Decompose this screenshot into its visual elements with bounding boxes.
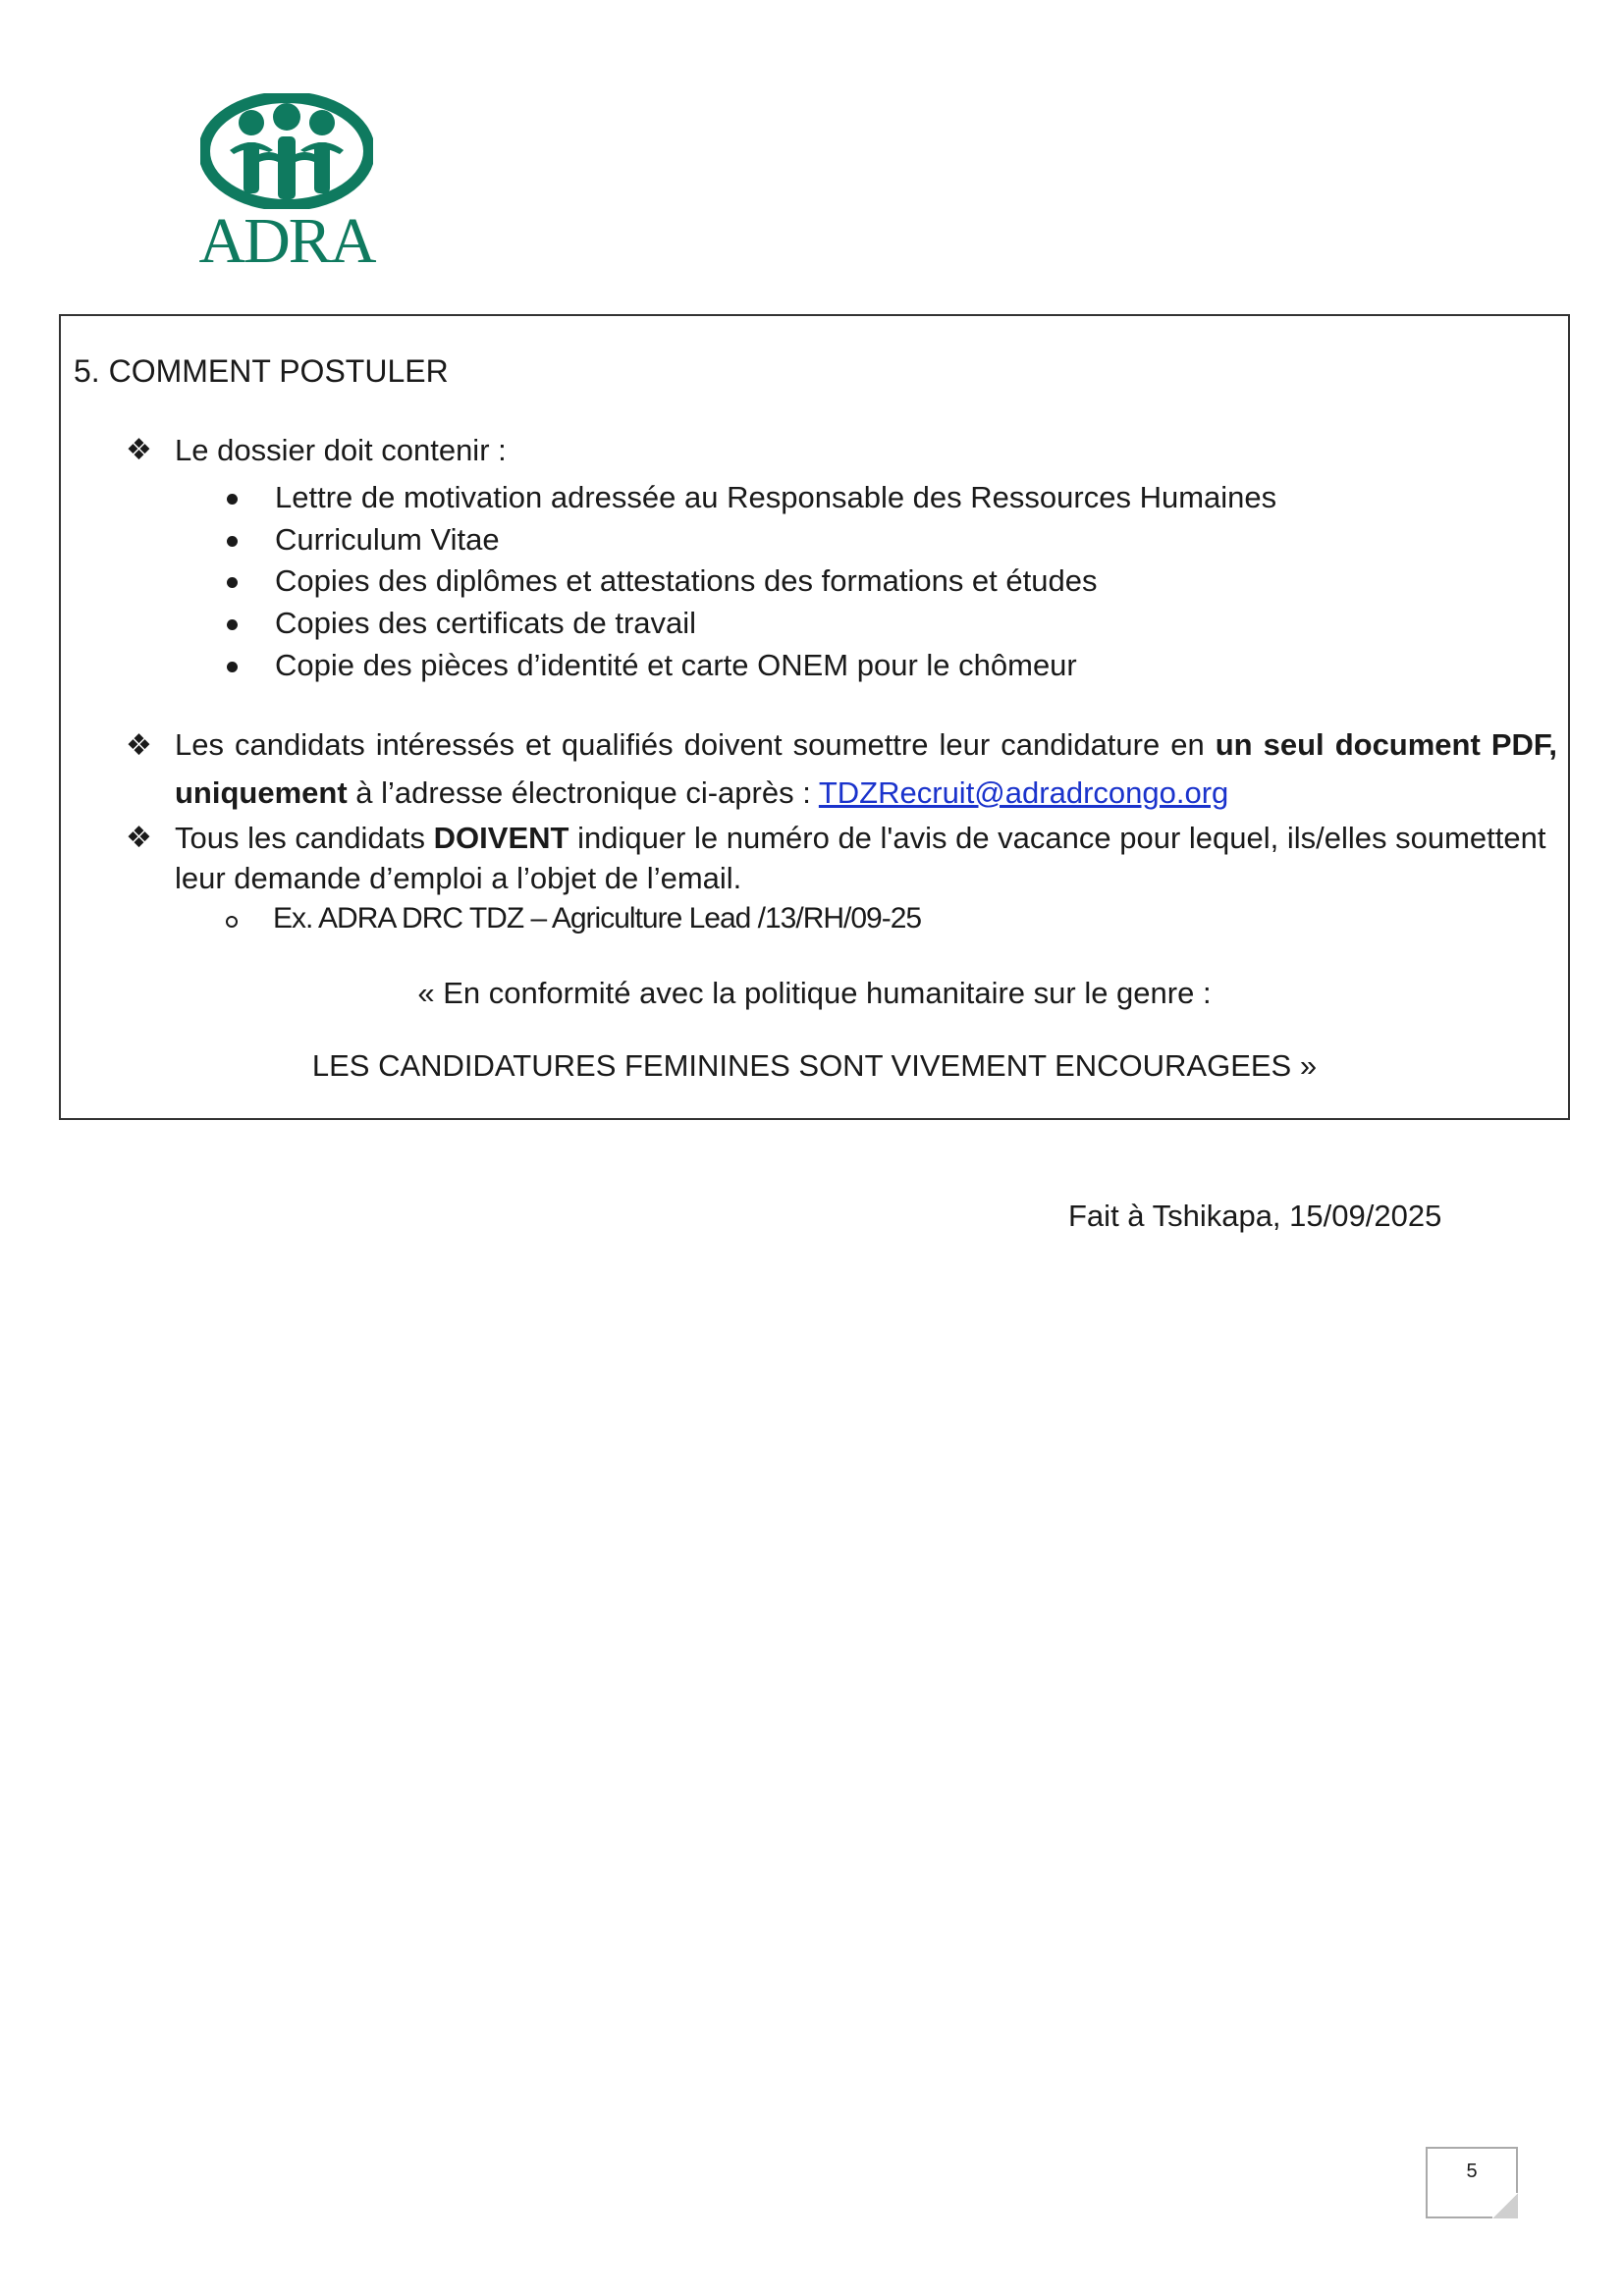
bullet-icon <box>227 619 238 630</box>
page-number: 5 <box>1466 2161 1478 2182</box>
page-fold-icon <box>1492 2193 1518 2218</box>
dossier-intro: Le dossier doit contenir : <box>175 433 507 467</box>
circle-bullet-icon <box>226 916 238 928</box>
candidature-line-2 <box>175 774 1228 811</box>
email-link[interactable]: TDZRecruit@adradrcongo.org <box>818 775 1229 810</box>
section-heading: 5. COMMENT POSTULER <box>74 353 449 389</box>
list-item: Copies des diplômes et attestations des formations et études <box>275 563 1098 598</box>
female-candidates-notice: LES CANDIDATURES FEMININES SONT VIVEMENT ENCOURAGEES » <box>311 1048 1318 1083</box>
reference-example: Ex. ADRA DRC TDZ – Agriculture Lead /13/RH/09-25 <box>273 902 922 934</box>
adra-logo <box>189 93 385 280</box>
bullet-icon <box>227 536 238 547</box>
instruction-text: indiquer le numéro de l'avis de vacance pour lequel, ils/elles soumettent <box>568 821 1546 855</box>
page-number-box <box>1426 2147 1518 2218</box>
diamond-bullet-icon: ❖ <box>126 434 152 466</box>
list-item: Lettre de motivation adressée au Responsable des Ressources Humaines <box>275 480 1277 514</box>
instruction-line-1 <box>175 820 1546 856</box>
list-item: Copie des pièces d’identité et carte ONEM pour le chômeur <box>275 648 1077 682</box>
logo-wordmark: ADRA <box>198 205 375 277</box>
place-and-date: Fait à Tshikapa, 15/09/2025 <box>1068 1199 1442 1233</box>
adra-people-icon <box>200 93 373 209</box>
address-text: à l’adresse électronique ci-après : <box>347 775 819 810</box>
instruction-text: Tous les candidats <box>175 821 434 855</box>
diamond-bullet-icon: ❖ <box>126 729 152 762</box>
diamond-bullet-icon: ❖ <box>126 822 152 854</box>
bullet-icon <box>227 662 238 672</box>
list-item: Copies des certificats de travail <box>275 606 697 640</box>
bullet-icon <box>227 494 238 505</box>
candidature-text: Les candidats intéressés et qualifiés doivent soumettre leur candidature en <box>175 727 1216 762</box>
candidature-line-1 <box>175 727 1557 763</box>
uniquement-label: uniquement <box>175 775 348 810</box>
instruction-line-2: leur demande d’emploi a l’objet de l’email. <box>175 861 742 895</box>
pdf-requirement: un seul document PDF, <box>1215 727 1558 762</box>
doivent-label: DOIVENT <box>433 821 569 855</box>
gender-policy-notice: « En conformité avec la politique humanitaire sur le genre : <box>417 976 1212 1010</box>
list-item: Curriculum Vitae <box>275 522 500 557</box>
bullet-icon <box>227 577 238 588</box>
